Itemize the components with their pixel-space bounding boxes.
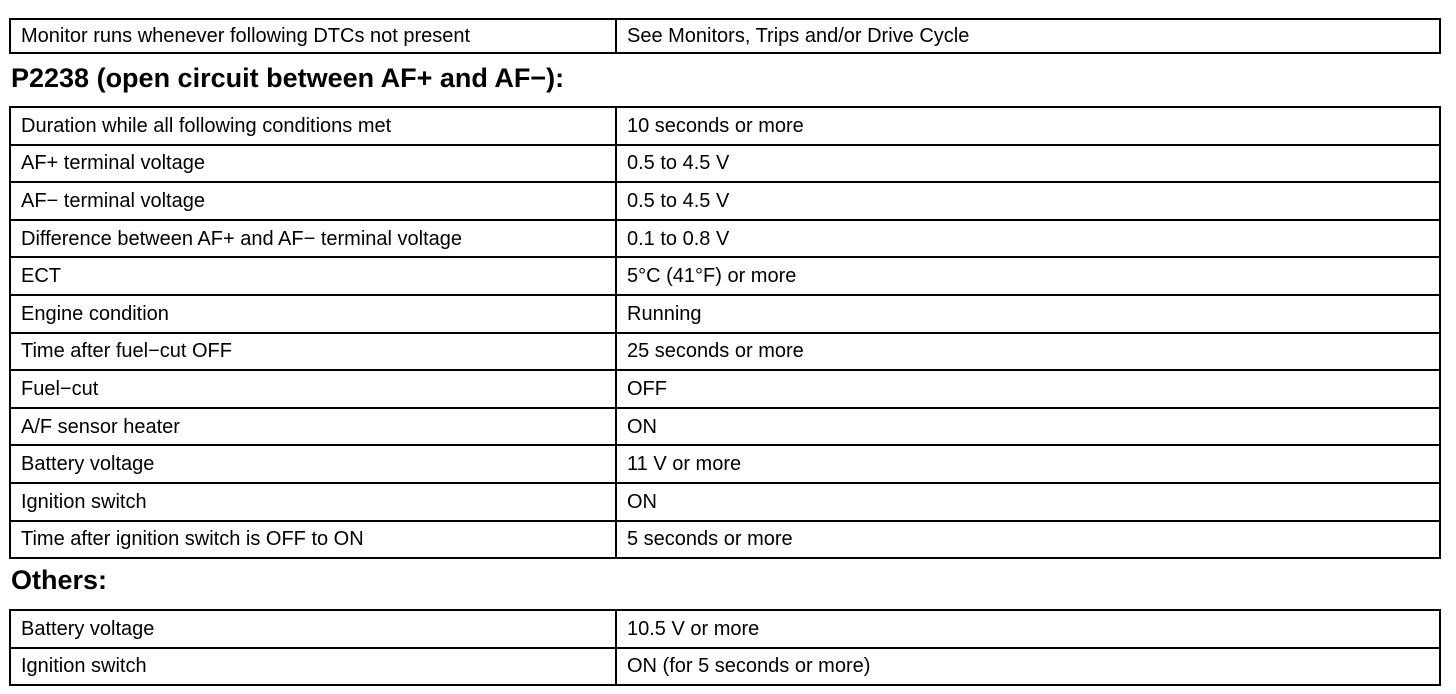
value-cell: 11 V or more — [616, 445, 1440, 483]
p2238-conditions-body — [10, 107, 1440, 558]
condition-cell: ECT — [10, 257, 616, 295]
value-cell: 5°C (41°F) or more — [616, 257, 1440, 295]
table-row — [10, 483, 1440, 521]
table-row — [10, 182, 1440, 220]
table-row — [10, 610, 1440, 648]
monitor-conditions-table — [9, 18, 1441, 54]
condition-cell: Difference between AF+ and AF− terminal voltage — [10, 220, 616, 258]
condition-cell: Engine condition — [10, 295, 616, 333]
condition-cell: Ignition switch — [10, 648, 616, 686]
table-row — [10, 19, 1440, 53]
table-row — [10, 521, 1440, 559]
condition-cell: Battery voltage — [10, 445, 616, 483]
value-cell: ON — [616, 408, 1440, 446]
condition-cell: Monitor runs whenever following DTCs not present — [10, 19, 616, 53]
value-cell: 10 seconds or more — [616, 107, 1440, 145]
table-row — [10, 445, 1440, 483]
value-cell: 0.5 to 4.5 V — [616, 182, 1440, 220]
table-row — [10, 145, 1440, 183]
others-heading: Others: — [11, 565, 108, 595]
table-row — [10, 295, 1440, 333]
monitor-conditions-body — [10, 19, 1440, 53]
value-cell: ON (for 5 seconds or more) — [616, 648, 1440, 686]
table-row — [10, 220, 1440, 258]
value-cell: 25 seconds or more — [616, 333, 1440, 371]
p2238-heading: P2238 (open circuit between AF+ and AF−): — [11, 63, 565, 93]
value-cell: See Monitors, Trips and/or Drive Cycle — [616, 19, 1440, 53]
value-cell: 5 seconds or more — [616, 521, 1440, 559]
table-row — [10, 107, 1440, 145]
table-row — [10, 333, 1440, 371]
condition-cell: A/F sensor heater — [10, 408, 616, 446]
value-cell: OFF — [616, 370, 1440, 408]
p2238-conditions-table — [9, 106, 1441, 559]
condition-cell: AF+ terminal voltage — [10, 145, 616, 183]
table-row — [10, 648, 1440, 686]
value-cell: 0.1 to 0.8 V — [616, 220, 1440, 258]
condition-cell: Time after fuel−cut OFF — [10, 333, 616, 371]
table-row — [10, 408, 1440, 446]
condition-cell: Battery voltage — [10, 610, 616, 648]
value-cell: 10.5 V or more — [616, 610, 1440, 648]
others-conditions-body — [10, 610, 1440, 685]
condition-cell: Fuel−cut — [10, 370, 616, 408]
table-row — [10, 370, 1440, 408]
value-cell: Running — [616, 295, 1440, 333]
condition-cell: AF− terminal voltage — [10, 182, 616, 220]
condition-cell: Ignition switch — [10, 483, 616, 521]
others-conditions-table — [9, 609, 1441, 686]
table-row — [10, 257, 1440, 295]
value-cell: 0.5 to 4.5 V — [616, 145, 1440, 183]
condition-cell: Duration while all following conditions met — [10, 107, 616, 145]
condition-cell: Time after ignition switch is OFF to ON — [10, 521, 616, 559]
value-cell: ON — [616, 483, 1440, 521]
